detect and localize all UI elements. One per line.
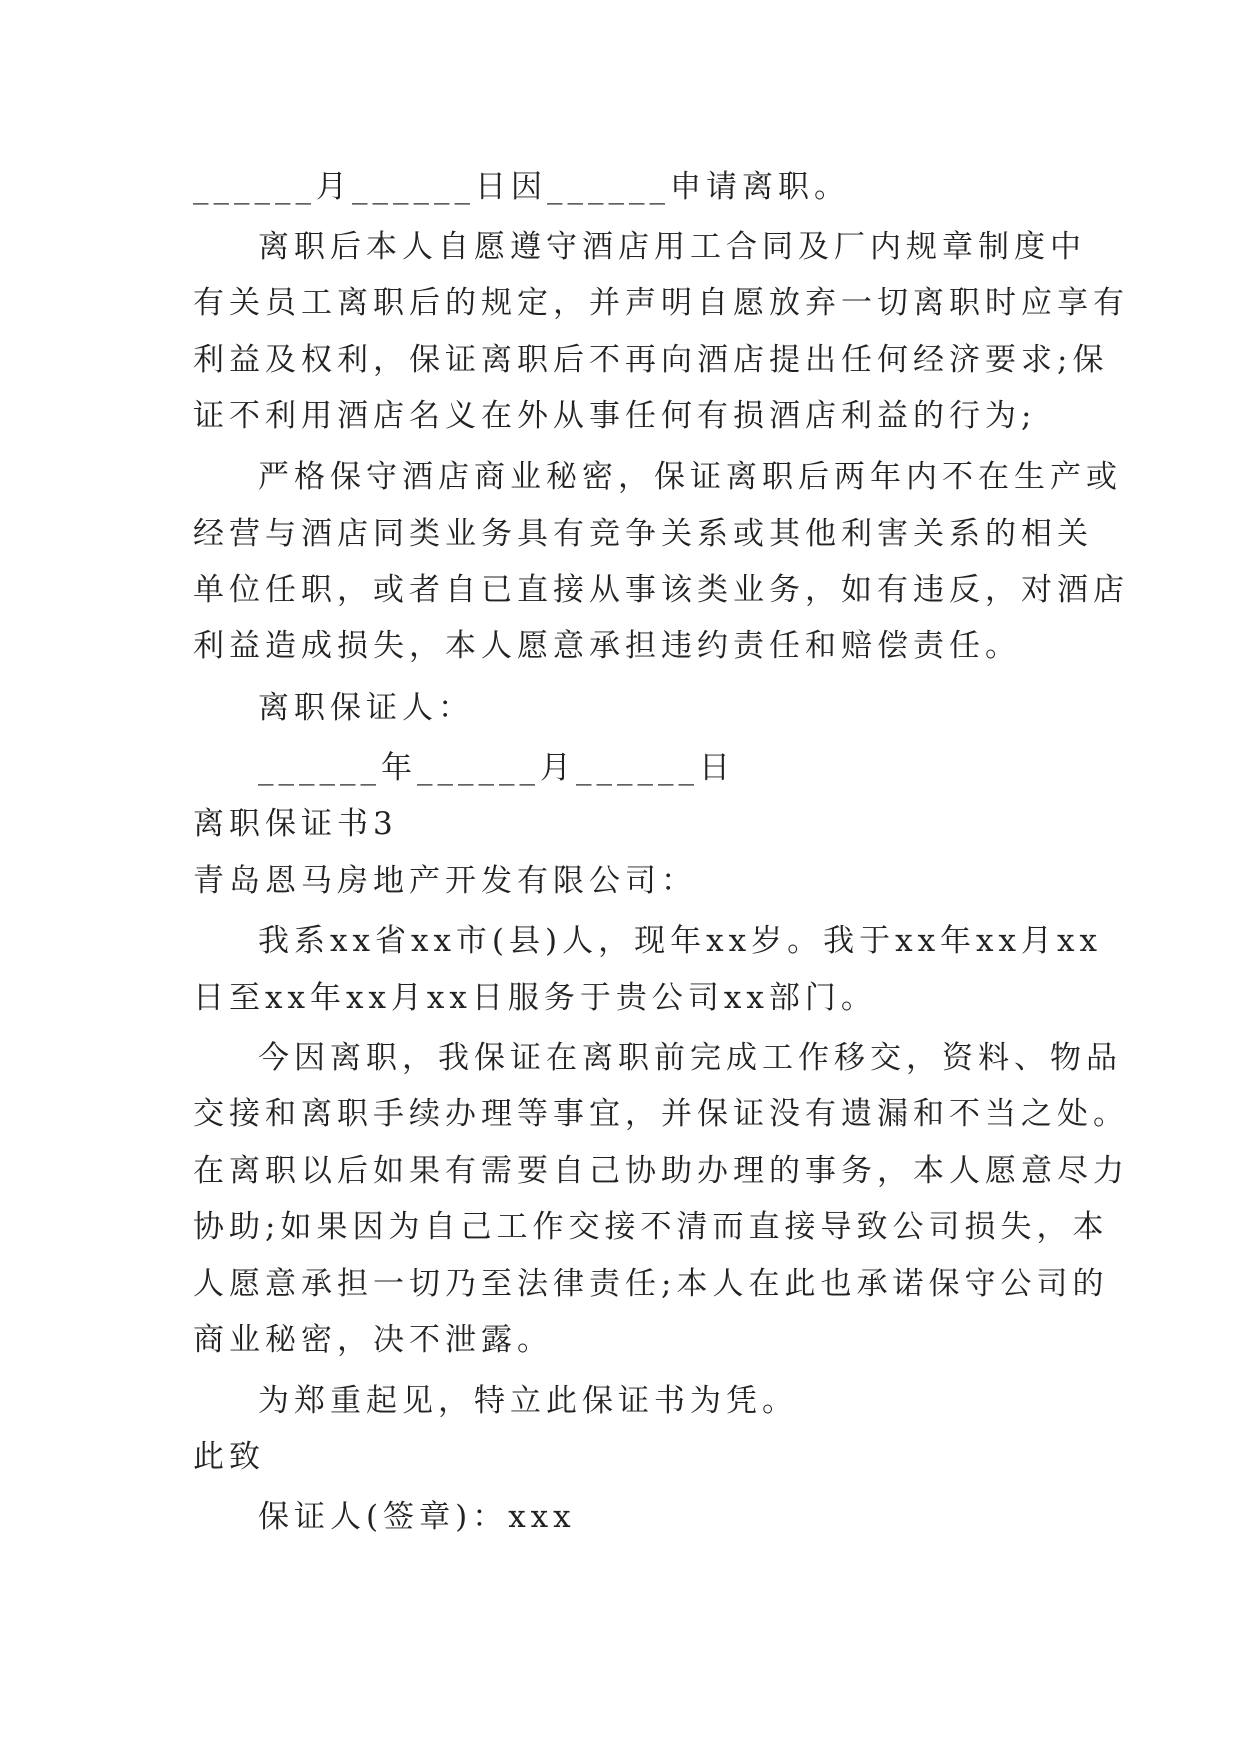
closing: 此致 bbox=[193, 1439, 265, 1475]
signature-line: 保证人(签章)：xxx bbox=[258, 1499, 576, 1535]
addressee: 青岛恩马房地产开发有限公司： bbox=[193, 863, 697, 899]
text-line: 今因离职，我保证在离职前完成工作移交，资料、物品 bbox=[258, 1040, 1122, 1076]
text-line: 利益造成损失，本人愿意承担违约责任和赔偿责任。 bbox=[193, 628, 1021, 664]
text-line: 严格保守酒店商业秘密，保证离职后两年内不在生产或 bbox=[258, 459, 1122, 495]
section-title: 离职保证书3 bbox=[193, 806, 398, 842]
text-line: 我系xx省xx市(县)人，现年xx岁。我于xx年xx月xx bbox=[258, 923, 1102, 959]
signer-label: 离职保证人： bbox=[258, 690, 474, 726]
text-line: 在离职以后如果有需要自己协助办理的事务，本人愿意尽力 bbox=[193, 1153, 1129, 1189]
date-line: ______年______月______日 bbox=[258, 750, 735, 786]
text-line: 利益及权利，保证离职后不再向酒店提出任何经济要求;保 bbox=[193, 342, 1109, 378]
text-line: 单位任职，或者自已直接从事该类业务，如有违反，对酒店 bbox=[193, 572, 1129, 608]
text-line: 日至xx年xx月xx日服务于贵公司xx部门。 bbox=[193, 980, 877, 1016]
text-line: ______月______日因______申请离职。 bbox=[193, 169, 850, 205]
text-line: 经营与酒店同类业务具有竞争关系或其他利害关系的相关 bbox=[193, 516, 1093, 552]
text-line: 交接和离职手续办理等事宜，并保证没有遗漏和不当之处。 bbox=[193, 1096, 1129, 1132]
text-line: 证不利用酒店名义在外从事任何有损酒店利益的行为; bbox=[193, 398, 1037, 434]
text-line: 人愿意承担一切乃至法律责任;本人在此也承诺保守公司的 bbox=[193, 1266, 1109, 1302]
text-line: 离职后本人自愿遵守酒店用工合同及厂内规章制度中 bbox=[258, 229, 1086, 265]
text-line: 有关员工离职后的规定，并声明自愿放弃一切离职时应享有 bbox=[193, 285, 1129, 321]
text-line: 商业秘密，决不泄露。 bbox=[193, 1322, 553, 1358]
text-line: 为郑重起见，特立此保证书为凭。 bbox=[258, 1383, 798, 1419]
text-line: 协助;如果因为自己工作交接不清而直接导致公司损失，本 bbox=[193, 1209, 1109, 1245]
